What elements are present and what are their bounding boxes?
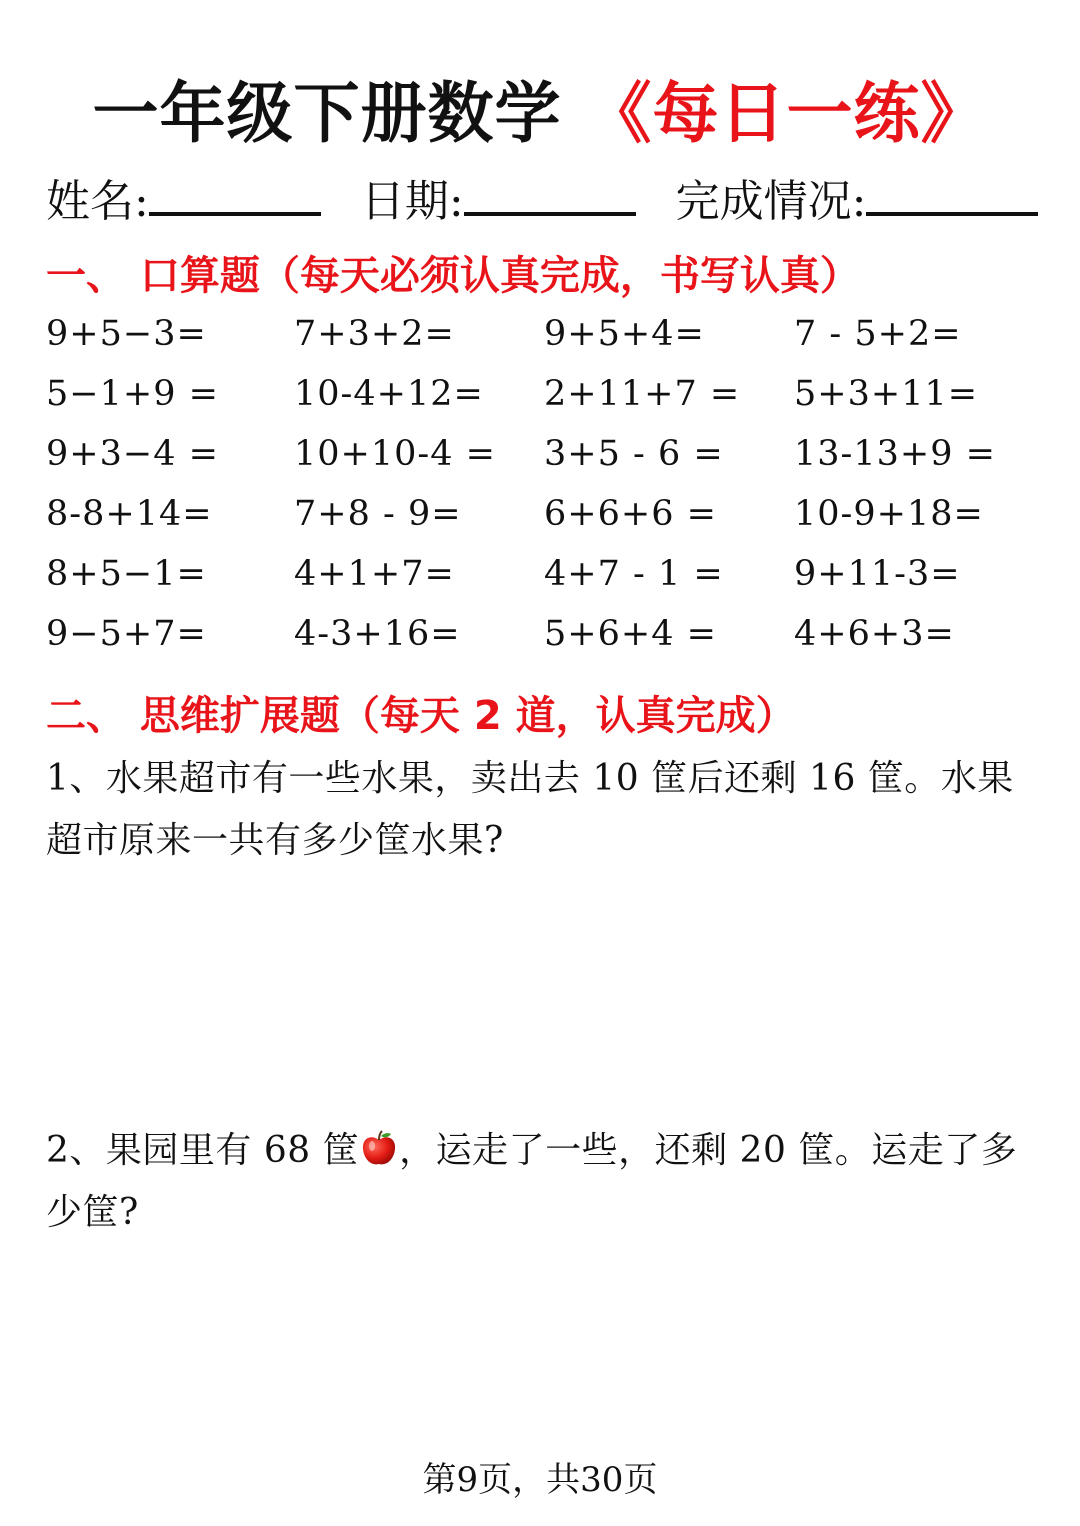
math-problem: 7 - 5+2= bbox=[794, 314, 962, 354]
math-problem: 7+8 - 9= bbox=[294, 494, 462, 534]
status-label: 完成情况: bbox=[675, 176, 867, 227]
status-blank[interactable] bbox=[866, 176, 1038, 216]
page-footer: 第9页，共30页 bbox=[422, 1460, 658, 1500]
date-blank[interactable] bbox=[464, 176, 636, 216]
math-problem: 4+6+3= bbox=[794, 614, 955, 654]
title-highlight: 《每日一练》 bbox=[585, 75, 988, 152]
math-problem: 5+6+4 = bbox=[544, 614, 717, 654]
title-main: 一年级下册数学 bbox=[92, 75, 562, 152]
worksheet-title bbox=[0, 60, 1080, 155]
math-problem: 9+11-3= bbox=[794, 554, 961, 594]
math-problem: 4+7 - 1 = bbox=[544, 554, 724, 594]
math-problem: 10-4+12= bbox=[294, 374, 484, 414]
math-problem: 4-3+16= bbox=[294, 614, 461, 654]
math-problem: 9+3−4 = bbox=[46, 434, 219, 474]
name-label: 姓名: bbox=[46, 176, 149, 227]
math-problem: 10-9+18= bbox=[794, 494, 984, 534]
math-problem: 9+5+4= bbox=[544, 314, 705, 354]
section1-heading: 一、 口算题（每天必须认真完成，书写认真） bbox=[46, 253, 860, 299]
math-problem: 10+10-4 = bbox=[294, 434, 496, 474]
math-problem: 6+6+6 = bbox=[544, 494, 717, 534]
word-problem-2-end: ，运走了一些，还剩 20 筐。运走了多少筐? bbox=[46, 1130, 1018, 1233]
math-problem: 4+1+7= bbox=[294, 554, 455, 594]
math-problem: 5+3+11= bbox=[794, 374, 979, 414]
math-problem: 7+3+2= bbox=[294, 314, 455, 354]
math-problem: 13-13+9 = bbox=[794, 434, 996, 474]
word-problem-1: 1、水果超市有一些水果，卖出去 10 筐后还剩 16 筐。水果超市原来一共有多少筐水果? bbox=[46, 758, 1014, 861]
math-problem: 2+11+7 = bbox=[544, 374, 741, 414]
math-problem: 3+5 - 6 = bbox=[544, 434, 724, 474]
info-line bbox=[46, 165, 1046, 229]
name-blank[interactable] bbox=[149, 176, 321, 216]
math-problem: 5−1+9 = bbox=[46, 374, 219, 414]
apple-icon bbox=[359, 1126, 399, 1166]
math-problem: 9−5+7= bbox=[46, 614, 207, 654]
math-problem: 9+5−3= bbox=[46, 314, 207, 354]
math-problem: 8-8+14= bbox=[46, 494, 213, 534]
section2-heading: 二、 思维扩展题（每天 2 道，认真完成） bbox=[46, 693, 796, 739]
mental-math-grid bbox=[46, 308, 1046, 668]
math-problem: 8+5−1= bbox=[46, 554, 207, 594]
date-label: 日期: bbox=[360, 176, 464, 227]
word-problem-2-start: 2、果园里有 68 筐 bbox=[46, 1130, 360, 1171]
word-problem-2 bbox=[46, 1120, 1036, 1244]
